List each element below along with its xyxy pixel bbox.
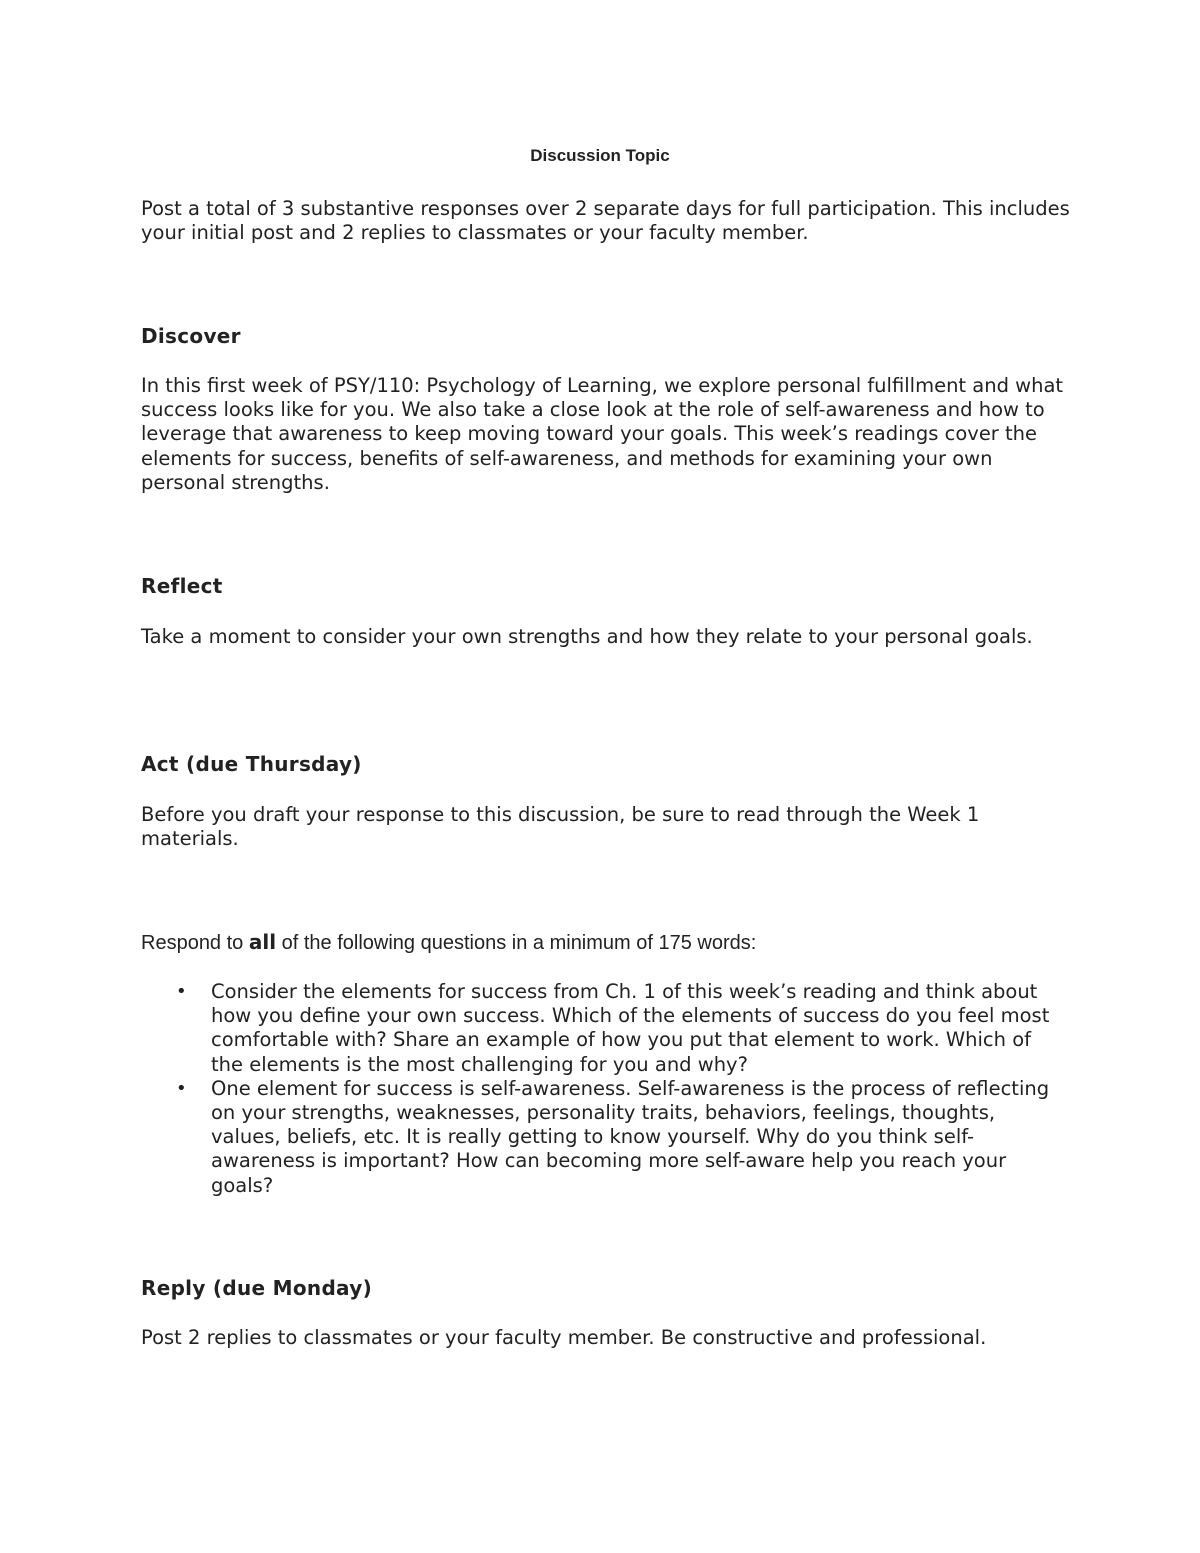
bullet-icon: • [176, 981, 187, 1002]
question-item [0, 980, 1051, 1077]
question-text: Consider the elements for success from Ch. 1 of this week’s reading and think about how you define your own success. Which of the elements of success do you feel most comfortable with? Share an example of how you put that element to work. Which of the elements is the most challenging for you and why? [211, 980, 1050, 1076]
respond-prefix: Respond to [141, 932, 249, 954]
reflect-paragraph: Take a moment to consider your own strengths and how they relate to your personal goals. [141, 625, 1033, 648]
discover-paragraph: In this first week of PSY/110: Psychology of Learning, we explore personal fulfillment and what success looks like for you. We also take a close look at the role of self-awareness and how to leverage that awareness to keep moving toward your goals. This week’s readings cover the elements for success, benefits of self-awareness, and methods for examining your own personal strengths. [141, 374, 1064, 494]
reply-paragraph: Post 2 replies to classmates or your faculty member. Be constructive and professional. [141, 1326, 987, 1349]
respond-suffix: of the following questions in a minimum of 175 words: [276, 932, 757, 954]
respond-instruction [141, 930, 1071, 955]
question-text: One element for success is self-awareness. Self-awareness is the process of reflecting on your strengths, weaknesses, personality traits, behaviors, feelings, thoughts, values, beliefs, etc. It is really getting to know yourself. Why do you think self-awareness is important? How can becoming more self-aware help you reach your goals? [211, 1076, 1050, 1197]
question-list [0, 980, 1200, 1198]
page-title: Discussion Topic [530, 146, 670, 165]
reply-heading: Reply (due Monday) [141, 1276, 373, 1300]
respond-emphasis: all [248, 930, 277, 954]
act-paragraph: Before you draft your response to this discussion, be sure to read through the Week 1 materials. [141, 803, 980, 851]
bullet-icon: • [176, 1077, 187, 1099]
discover-heading: Discover [141, 324, 241, 348]
question-item [0, 1077, 1051, 1198]
reflect-heading: Reflect [141, 574, 223, 598]
intro-paragraph: Post a total of 3 substantive responses over 2 separate days for full participation. This includes your initial post and 2 replies to classmates or your faculty member. [141, 197, 1070, 245]
act-heading: Act (due Thursday) [141, 752, 362, 776]
